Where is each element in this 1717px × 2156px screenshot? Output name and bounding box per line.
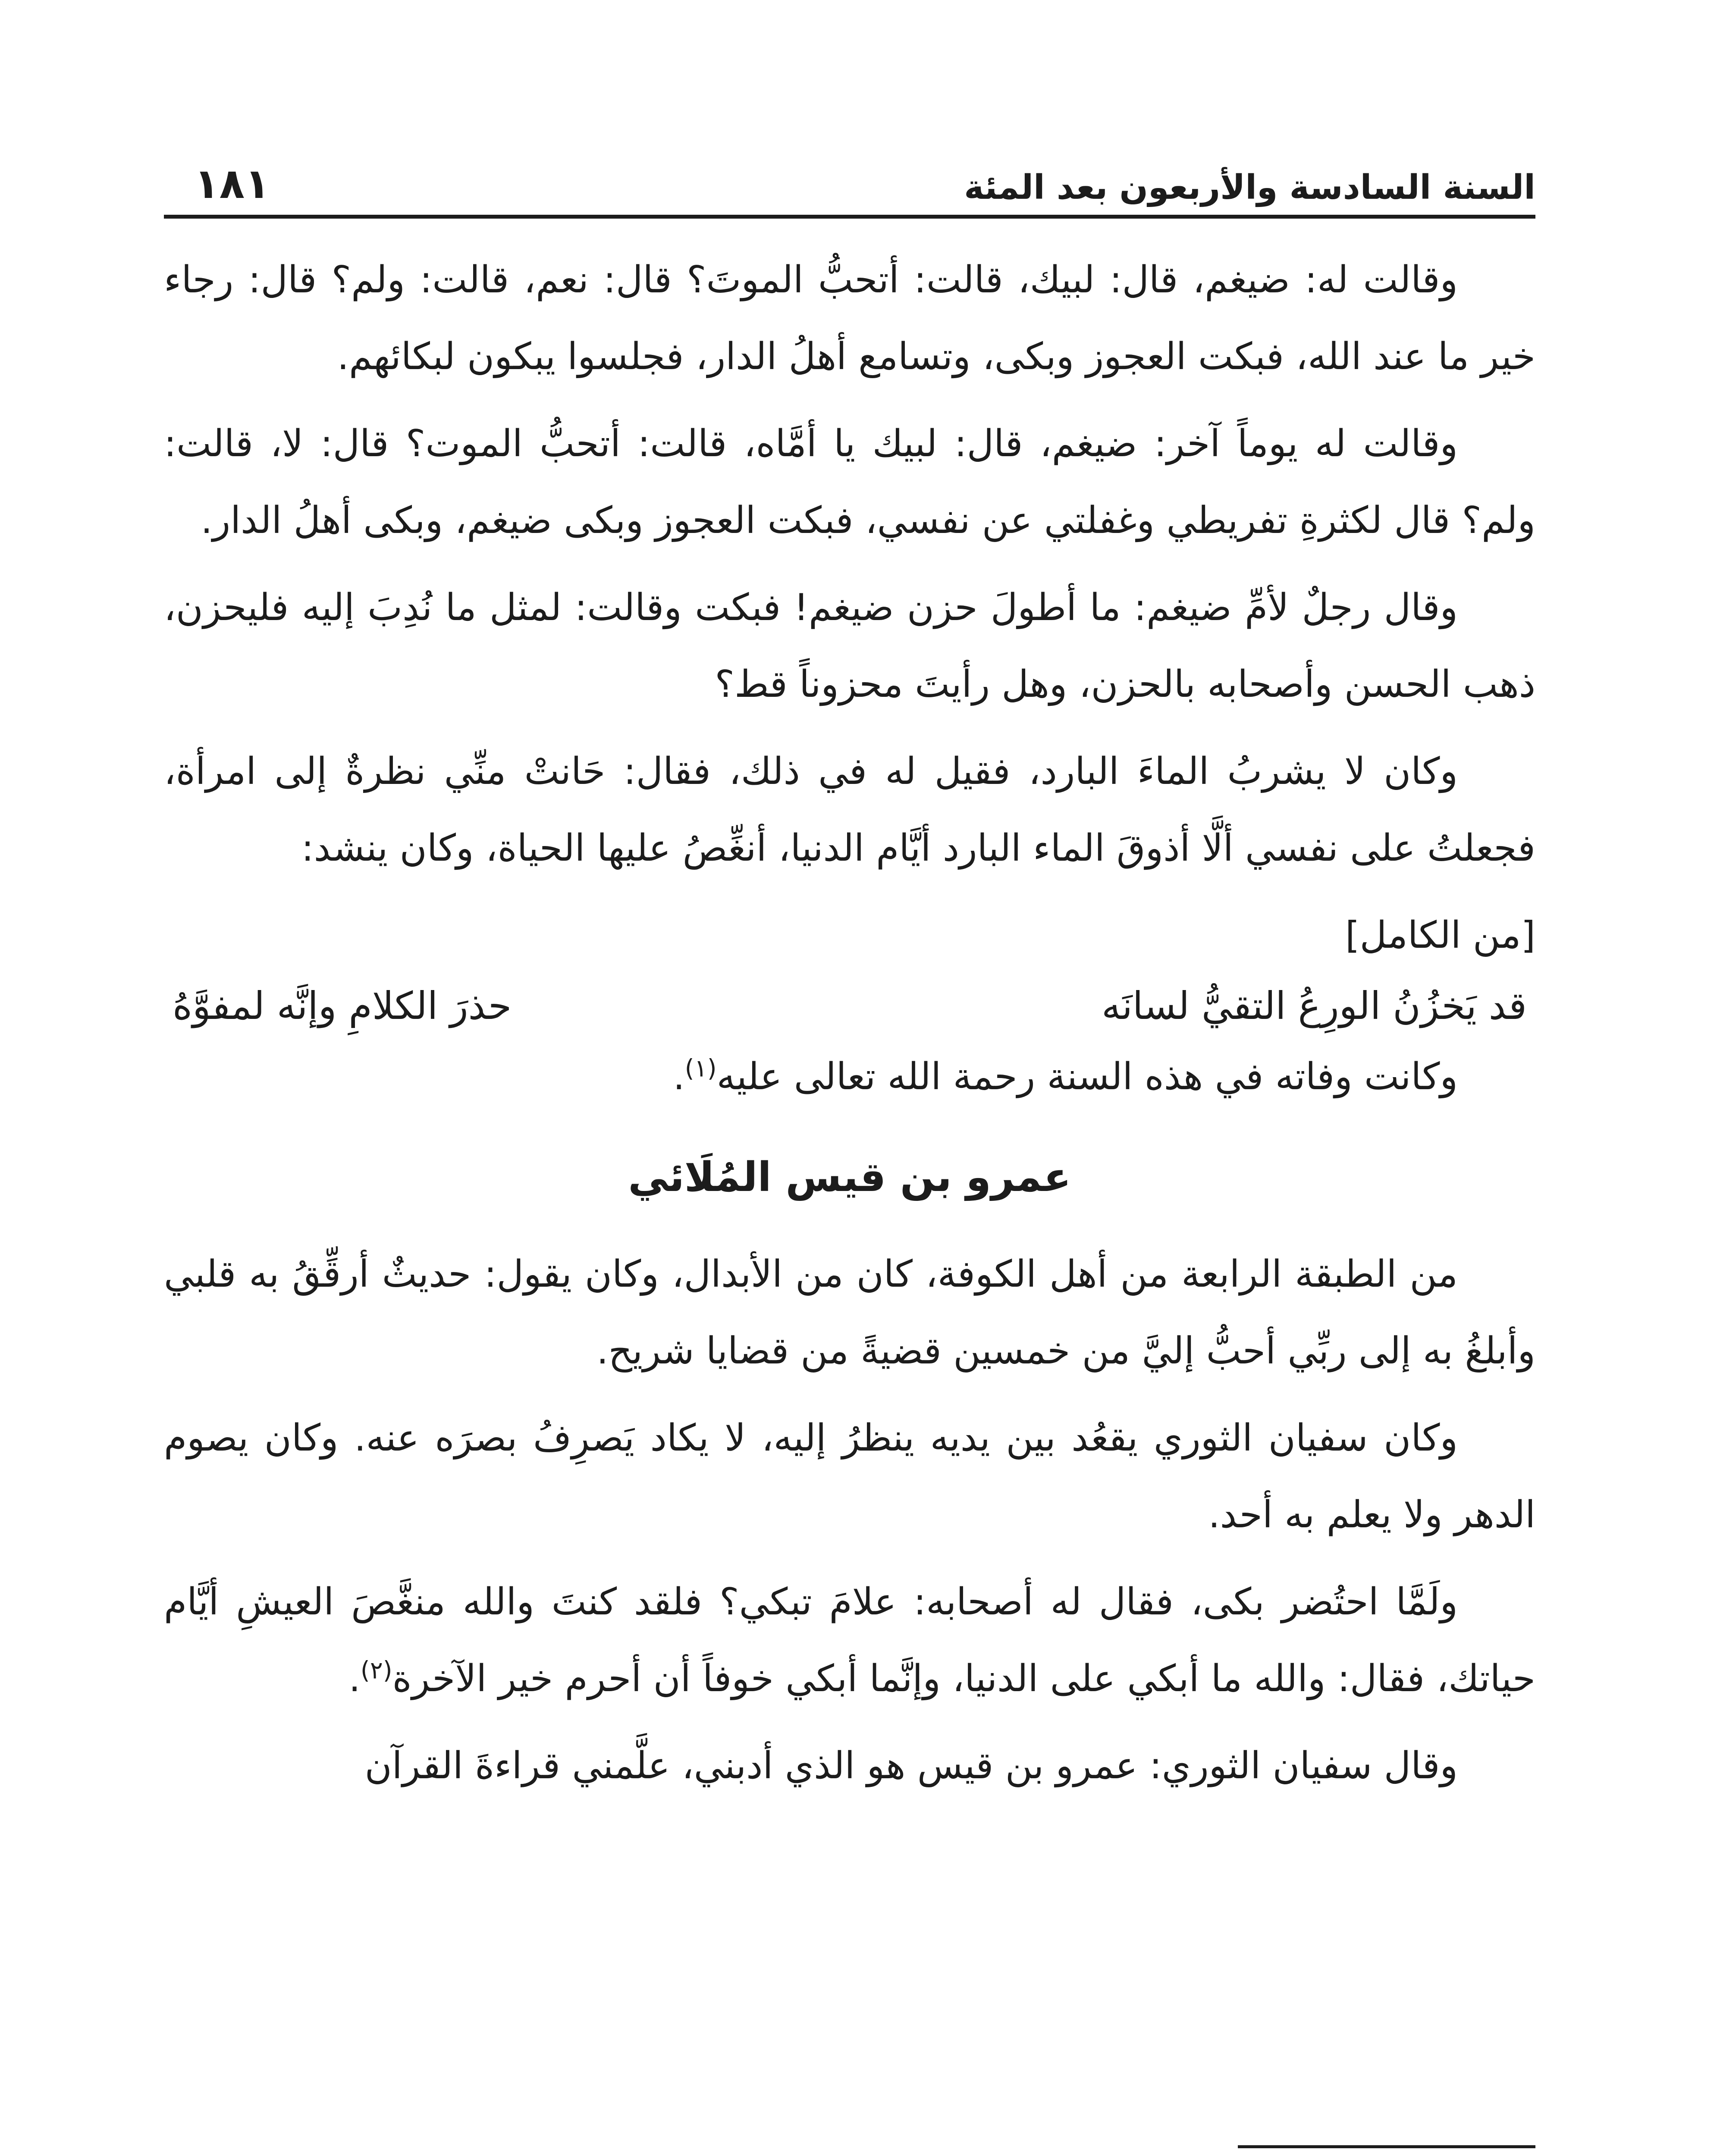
page-header: [164, 147, 1535, 211]
paragraph: وقالت له: ضيغم، قال: لبيك، قالت: أتحبُّ الموتَ؟ قال: نعم، قالت: ولم؟ قال: رجاء خير ما عند الله، فبكت العجوز وبكى، وتسامع أهلُ الدار، فجلسوا يبكون لبكائهم.: [164, 258, 1535, 378]
poetic-meter-label: [من الكامل]: [1345, 914, 1535, 957]
paragraph-end: .: [673, 1055, 685, 1098]
main-text: [164, 241, 1535, 1814]
running-title: السنة السادسة والأربعون بعد المئة: [964, 168, 1535, 207]
poem-verse: [164, 974, 1535, 1038]
verse-second-hemistich: حذرَ الكلامِ وإنَّه لمفوَّهُ: [173, 984, 512, 1028]
paragraph: وكان لا يشربُ الماءَ البارد، فقيل له في ذلك، فقال: حَانتْ منِّي نظرةٌ إلى امرأة، فجعلتُ على نفسي ألَّا أذوقَ الماء البارد أيَّام الدنيا، أنغِّصُ عليها الحياة، وكان ينشد:: [164, 750, 1535, 870]
paragraph: وقالت له يوماً آخر: ضيغم، قال: لبيك يا أمَّاه، قالت: أتحبُّ الموت؟ قال: لا، قالت: ولم؟ قال لكثرةِ تفريطي وغفلتي عن نفسي، فبكت العجوز وبكى ضيغم، وبكى أهلُ الدار.: [164, 422, 1535, 542]
paragraph: من الطبقة الرابعة من أهل الكوفة، كان من الأبدال، وكان يقول: حديثٌ أرقِّقُ به قلبي وأبلغُ به إلى ربِّي أحبُّ إليَّ من خمسين قضيةً من قضايا شريح.: [164, 1253, 1535, 1373]
header-rule: [164, 215, 1535, 219]
paragraph: وكان سفيان الثوري يقعُد بين يديه ينظرُ إليه، لا يكاد يَصرِفُ بصرَه عنه. وكان يصوم الدهر ولا يعلم به أحد.: [164, 1416, 1535, 1536]
footnote-marker: (١): [684, 1054, 717, 1083]
paragraph: وقال رجلٌ لأمِّ ضيغم: ما أطولَ حزن ضيغم! فبكت وقالت: لمثل ما نُدِبَ إليه فليحزن، ذهب الحسن وأصحابه بالحزن، وهل رأيتَ محزوناً قط؟: [164, 586, 1535, 706]
verse-first-hemistich: قد يَخزُنُ الورِعُ التقيُّ لسانَه: [1102, 984, 1527, 1028]
section-title: عمرو بن قيس المُلَائي: [628, 1154, 1071, 1201]
paragraph: [164, 1564, 1535, 1717]
footnote-rule: [1238, 2145, 1535, 2148]
footnote-marker: (٢): [360, 1656, 392, 1685]
paragraph: وقال سفيان الثوري: عمرو بن قيس هو الذي أدبني، علَّمني قراءةَ القرآن: [364, 1744, 1458, 1787]
paragraph-text: وكانت وفاته في هذه السنة رحمة الله تعالى عليه: [716, 1055, 1458, 1098]
page-number: ١٨١: [194, 160, 270, 208]
paragraph-text: ولَمَّا احتُضر بكى، فقال له أصحابه: علامَ تبكي؟ فلقد كنتَ والله منغَّصَ العيشِ أيَّام حياتك، فقال: والله ما أبكي على الدنيا، وإنَّما أبكي خوفاً أن أحرم خير الآخرة: [164, 1580, 1535, 1700]
paragraph-end: .: [348, 1657, 361, 1700]
paragraph: [164, 1038, 1535, 1115]
